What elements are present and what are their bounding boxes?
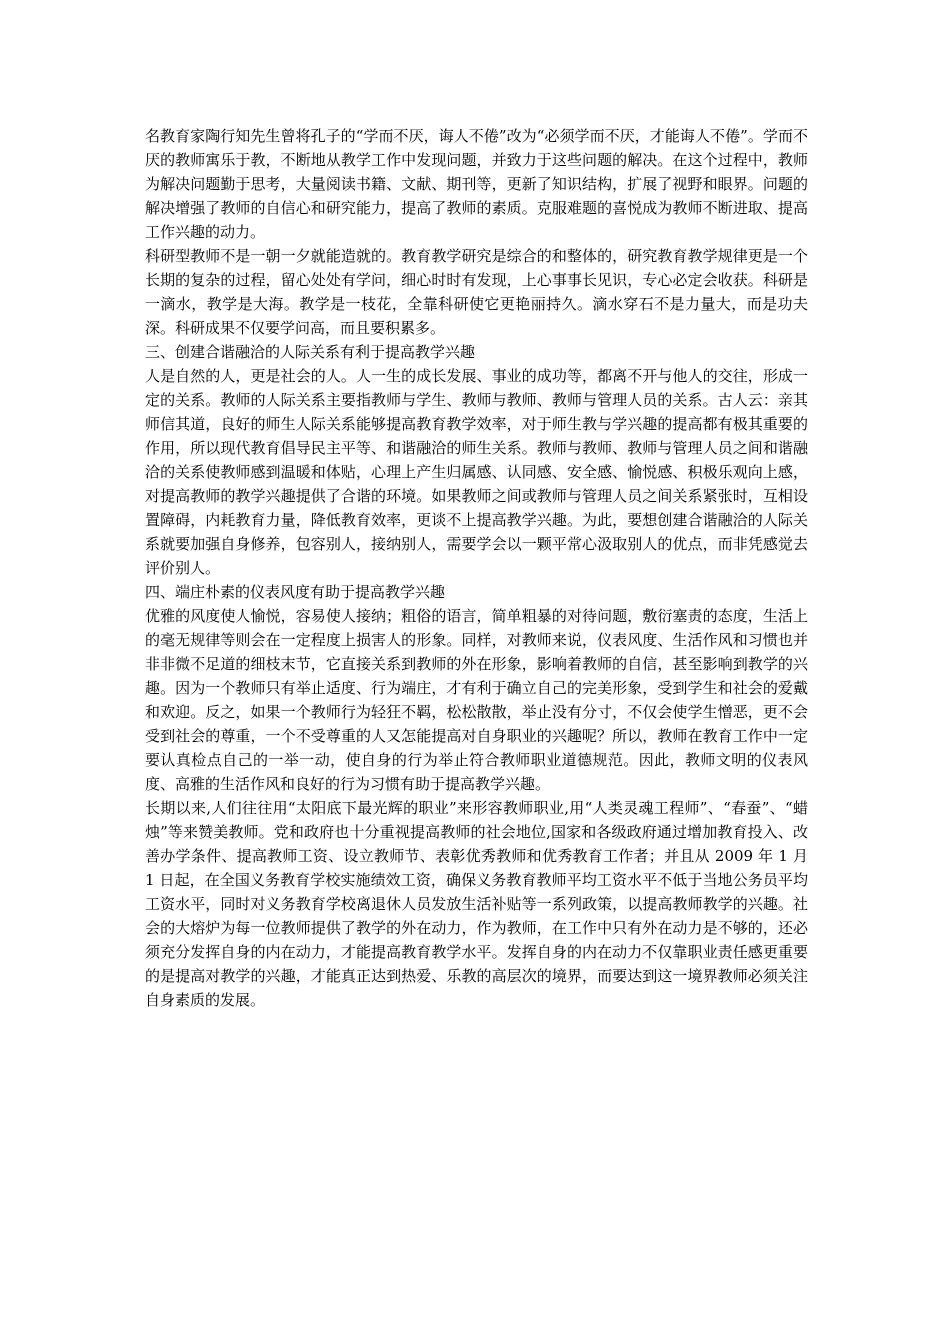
paragraph-5: 长期以来,人们往往用“太阳底下最光辉的职业”来形容教师职业,用“人类灵魂工程师”、“春蚕”、“蜡烛”等来赞美教师。党和政府也十分重视提高教师的社会地位,国家和各级政府通过增加教育投入、改善办学条件、提高教师工资、设立教师节、表彰优秀教师和优秀教育工作者；并且从 2009 年 1 月 1 日起，在全国义务教育学校实施绩效工资，确保义务教育教师平均工资水平不低于当地公务员平均工资水平，同时对义务教育学校离退休人员发放生活补贴等一系列政策，以提高教师教学的兴趣。社会的大熔炉为每一位教师提供了教学的外在动力，作为教师，在工作中只有外在动力是不够的，还必须充分发挥自身的内在动力，才能提高教育教学水平。发挥自身的内在动力不仅靠职业责任感更重要的是提高对教学的兴趣，才能真正达到热爱、乐教的高层次的境界，而要达到这一境界教师必须关注自身素质的发展。 (145, 799, 808, 1009)
document-body (145, 124, 808, 1012)
paragraph-3: 人是自然的人，更是社会的人。人一生的成长发展、事业的成功等，都离不开与他人的交往，形成一定的关系。教师的人际关系主要指教师与学生、教师与教师、教师与管理人员的关系。古人云：亲其师信其道，良好的师生人际关系能够提高教育教学效率，对于师生教与学兴趣的提高都有极其重要的作用，所以现代教育倡导民主平等、和谐融洽的师生关系。教师与教师、教师与管理人员之间和谐融洽的关系使教师感到温暖和体贴，心理上产生归属感、认同感、安全感、愉悦感、积极乐观向上感，对提高教师的教学兴趣提供了合谐的环境。如果教师之间或教师与管理人员之间关系紧张时，互相设置障碍，内耗教育力量，降低教育效率，更谈不上提高教学兴趣。为此，要想创建合谐融洽的人际关系就要加强自身修养，包容别人，接纳别人，需要学会以一颗平常心汲取别人的优点，而非凭感觉去评价别人。 (145, 367, 808, 577)
section-heading-3: 三、创建合谐融洽的人际关系有利于提高教学兴趣 (145, 343, 476, 361)
paragraph-4: 优雅的风度使人愉悦，容易使人接纳；粗俗的语言，简单粗暴的对待问题，敷衍塞责的态度，生活上的毫无规律等则会在一定程度上损害人的形象。同样，对教师来说，仪表风度、生活作风和习惯也并非非微不足道的细枝末节，它直接关系到教师的外在形象，影响着教师的自信，甚至影响到教学的兴趣。因为一个教师只有举止适度、行为端庄，才有利于确立自己的完美形象，受到学生和社会的爱戴和欢迎。反之，如果一个教师行为轻狂不羁，松松散散，举止没有分寸，不仅会使学生憎恶，更不会受到社会的尊重，一个不受尊重的人又怎能提高对自身职业的兴趣呢？所以，教师在教育工作中一定要认真检点自己的一举一动，使自身的行为举止符合教师职业道德规范。因此，教师文明的仪表风度、高雅的生活作风和良好的行为习惯有助于提高教学兴趣。 (145, 607, 808, 793)
paragraph-1: 名教育家陶行知先生曾将孔子的“学而不厌，诲人不倦”改为“必须学而不厌，才能诲人不倦”。学而不厌的教师寓乐于教，不断地从教学工作中发现问题，并致力于这些问题的解决。在这个过程中，教师为解决问题勤于思考，大量阅读书籍、文献、期刊等，更新了知识结构，扩展了视野和眼界。问题的解决增强了教师的自信心和研究能力，提高了教师的素质。克服难题的喜悦成为教师不断进取、提高工作兴趣的动力。 (145, 127, 808, 241)
section-heading-4: 四、端庄朴素的仪表风度有助于提高教学兴趣 (145, 583, 446, 601)
paragraph-2: 科研型教师不是一朝一夕就能造就的。教育教学研究是综合的和整体的，研究教育教学规律更是一个长期的复杂的过程，留心处处有学问，细心时时有发现，上心事事长见识，专心必定会收获。科研是一滴水，教学是大海。教学是一枝花，全靠科研使它更艳丽持久。滴水穿石不是力量大，而是功夫深。科研成果不仅要学问高，而且要积累多。 (145, 247, 808, 337)
